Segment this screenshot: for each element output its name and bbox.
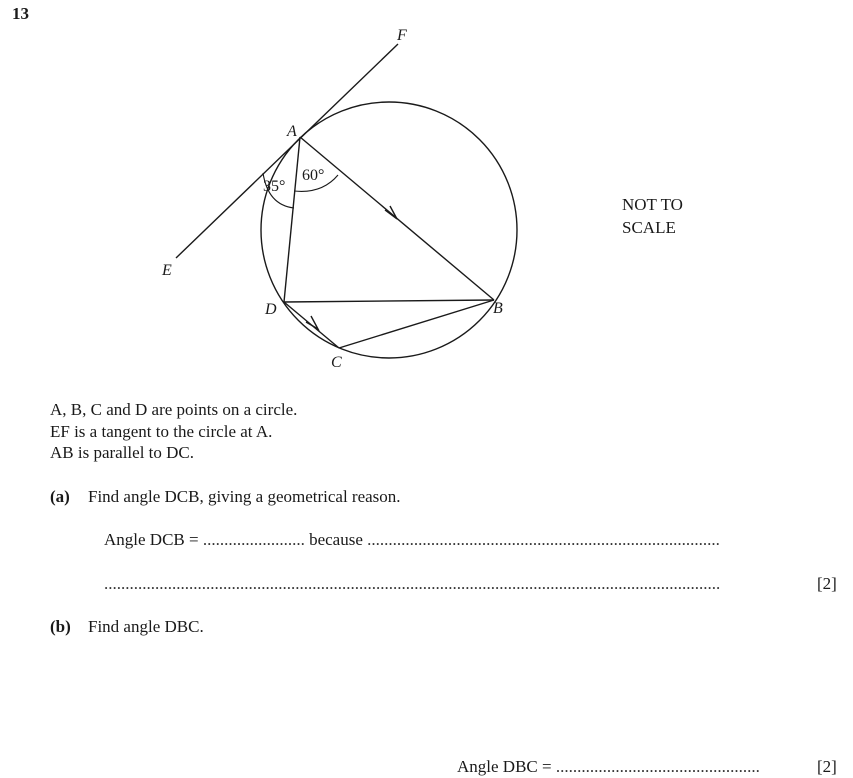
label-b: B <box>493 300 503 317</box>
part-a-answer-field[interactable]: ........................ <box>202 530 305 549</box>
statement-2: EF is a tangent to the circle at A. <box>50 422 273 441</box>
part-b-marks: [2] <box>817 757 837 776</box>
angle-label-35: 35° <box>263 178 286 195</box>
part-a-because: because <box>309 530 363 549</box>
statement-3: AB is parallel to DC. <box>50 443 195 462</box>
not-to-scale-line-2: SCALE <box>622 218 676 237</box>
part-a-reason-line-2 <box>104 574 720 594</box>
label-d: D <box>265 301 277 318</box>
part-a-reason-field[interactable]: ................................................................................... <box>367 530 720 549</box>
part-a-marks: [2] <box>817 574 837 593</box>
part-b-answer-prefix: Angle DBC = <box>457 757 552 776</box>
part-b-answer-field[interactable]: ................................................ <box>555 757 760 776</box>
not-to-scale-line-1: NOT TO <box>622 195 683 214</box>
part-b-label: (b) <box>50 617 71 636</box>
label-c: C <box>331 354 342 371</box>
part-a-label: (a) <box>50 487 70 506</box>
line-db <box>284 300 494 302</box>
statement-1: A, B, C and D are points on a circle. <box>50 400 298 419</box>
parallel-arrow-dc <box>306 316 318 329</box>
part-a-question: Find angle DCB, giving a geometrical reason. <box>88 487 401 506</box>
part-a-answer-line <box>104 530 720 550</box>
part-b-answer-line <box>457 757 760 777</box>
angle-label-60: 60° <box>302 167 325 184</box>
not-to-scale-note <box>622 193 683 239</box>
label-a: A <box>287 123 297 140</box>
tangent-line-ef <box>176 44 398 258</box>
part-a-reason-field-2[interactable]: ................................................................................................................................................. <box>104 574 721 593</box>
line-cb <box>339 300 494 348</box>
label-e: E <box>162 262 172 279</box>
parallel-arrow-ab <box>385 206 397 219</box>
question-number: 13 <box>12 4 29 23</box>
label-f: F <box>397 27 407 44</box>
part-b-question: Find angle DBC. <box>88 617 204 636</box>
line-ad <box>284 137 300 302</box>
part-a-answer-prefix: Angle DCB = <box>104 530 199 549</box>
geometry-diagram <box>0 0 853 380</box>
